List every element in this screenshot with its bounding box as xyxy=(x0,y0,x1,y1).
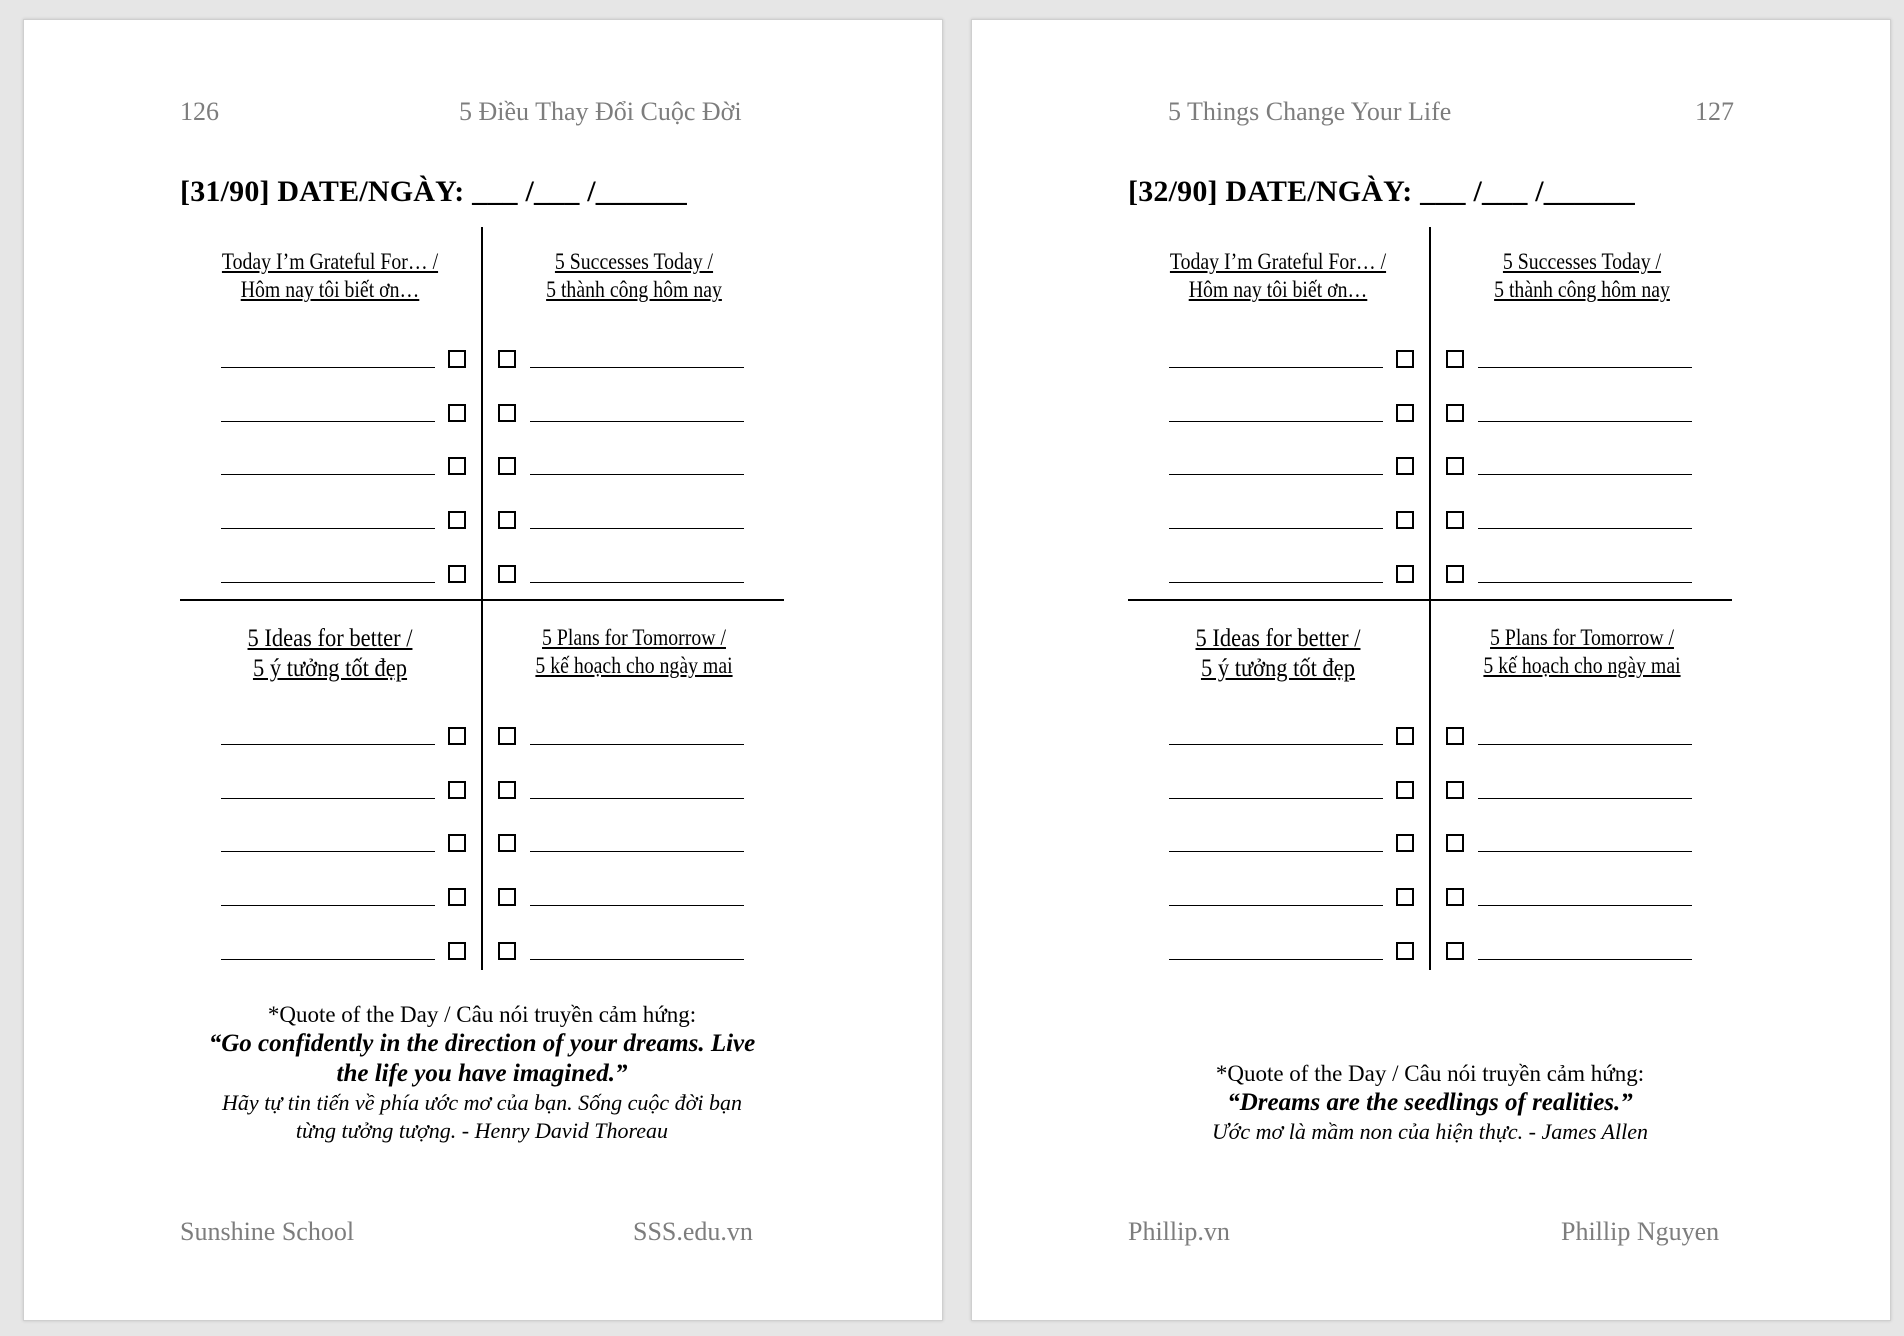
ideas-line-3[interactable] xyxy=(1169,850,1383,852)
success-checkbox-1[interactable] xyxy=(498,350,516,368)
document-page-left xyxy=(23,19,943,1321)
success-checkbox-1[interactable] xyxy=(1446,350,1464,368)
success-checkbox-5[interactable] xyxy=(1446,565,1464,583)
grateful-checkbox-4[interactable] xyxy=(1396,511,1414,529)
ideas-line-4[interactable] xyxy=(221,904,435,906)
ideas-checkbox-1[interactable] xyxy=(448,727,466,745)
success-line-2[interactable] xyxy=(1478,420,1692,422)
plans-checkbox-3[interactable] xyxy=(498,834,516,852)
grateful-checkbox-5[interactable] xyxy=(448,565,466,583)
grateful-line-5[interactable] xyxy=(221,581,435,583)
success-line-4[interactable] xyxy=(1478,527,1692,529)
ideas-line-3[interactable] xyxy=(221,850,435,852)
plans-line-5[interactable] xyxy=(530,958,744,960)
horizontal-divider xyxy=(1128,599,1732,601)
success-checkbox-3[interactable] xyxy=(1446,457,1464,475)
grateful-line-3[interactable] xyxy=(1169,473,1383,475)
plans-line-4[interactable] xyxy=(530,904,744,906)
ideas-line-1[interactable] xyxy=(221,743,435,745)
section-heading-plans: 5 Plans for Tomorrow / 5 kế hoạch cho ngày mai xyxy=(1483,625,1681,678)
grateful-checkbox-3[interactable] xyxy=(448,457,466,475)
ideas-checkbox-2[interactable] xyxy=(1396,781,1414,799)
document-page-right xyxy=(971,19,1891,1321)
grateful-checkbox-1[interactable] xyxy=(448,350,466,368)
success-line-3[interactable] xyxy=(530,473,744,475)
ideas-checkbox-5[interactable] xyxy=(448,942,466,960)
running-header: 5 Things Change Your Life xyxy=(1168,97,1452,126)
footer-right: Phillip Nguyen xyxy=(1561,1217,1720,1246)
success-line-2[interactable] xyxy=(530,420,744,422)
section-heading-grateful: Today I’m Grateful For… / Hôm nay tôi biết ơn… xyxy=(221,249,439,302)
plans-line-3[interactable] xyxy=(530,850,744,852)
grateful-line-3[interactable] xyxy=(221,473,435,475)
section-heading-successes: 5 Successes Today / 5 thành công hôm nay xyxy=(546,249,722,302)
date-title: [32/90] DATE/NGÀY: ___ /___ /______ xyxy=(1128,175,1636,208)
success-line-1[interactable] xyxy=(530,366,744,368)
ideas-checkbox-5[interactable] xyxy=(1396,942,1414,960)
ideas-line-2[interactable] xyxy=(221,797,435,799)
success-checkbox-3[interactable] xyxy=(498,457,516,475)
horizontal-divider xyxy=(180,599,784,601)
grateful-checkbox-2[interactable] xyxy=(1396,404,1414,422)
plans-checkbox-5[interactable] xyxy=(498,942,516,960)
section-heading-ideas: 5 Ideas for better / 5 ý tưởng tốt đẹp xyxy=(247,625,413,682)
ideas-checkbox-4[interactable] xyxy=(1396,888,1414,906)
section-heading-successes: 5 Successes Today / 5 thành công hôm nay xyxy=(1494,249,1670,302)
ideas-checkbox-3[interactable] xyxy=(448,834,466,852)
footer-left: Phillip.vn xyxy=(1128,1217,1230,1246)
quote-vietnamese: Hãy tự tin tiến về phía ước mơ của bạn. Sống cuộc đời bạn từng tưởng tượng. - Henry David Thoreau xyxy=(222,1090,742,1143)
grateful-line-5[interactable] xyxy=(1169,581,1383,583)
plans-line-1[interactable] xyxy=(530,743,744,745)
grateful-line-4[interactable] xyxy=(221,527,435,529)
ideas-checkbox-4[interactable] xyxy=(448,888,466,906)
grateful-line-1[interactable] xyxy=(1169,366,1383,368)
plans-line-3[interactable] xyxy=(1478,850,1692,852)
quote-label: *Quote of the Day / Câu nói truyền cảm hứng: xyxy=(267,1002,697,1027)
running-header: 5 Điều Thay Đổi Cuộc Đời xyxy=(459,97,742,126)
plans-line-2[interactable] xyxy=(1478,797,1692,799)
plans-line-5[interactable] xyxy=(1478,958,1692,960)
grateful-line-1[interactable] xyxy=(221,366,435,368)
plans-line-2[interactable] xyxy=(530,797,744,799)
section-heading-ideas: 5 Ideas for better / 5 ý tưởng tốt đẹp xyxy=(1195,625,1361,682)
ideas-checkbox-3[interactable] xyxy=(1396,834,1414,852)
success-line-3[interactable] xyxy=(1478,473,1692,475)
quote-english: “Go confidently in the direction of your dreams. Live the life you have imagined.” xyxy=(208,1030,756,1087)
plans-checkbox-1[interactable] xyxy=(1446,727,1464,745)
grateful-checkbox-2[interactable] xyxy=(448,404,466,422)
ideas-line-2[interactable] xyxy=(1169,797,1383,799)
ideas-checkbox-1[interactable] xyxy=(1396,727,1414,745)
success-checkbox-5[interactable] xyxy=(498,565,516,583)
quote-block xyxy=(180,1000,784,1145)
success-line-5[interactable] xyxy=(530,581,744,583)
quote-vietnamese: Ước mơ là mầm non của hiện thực. - James Allen xyxy=(1212,1119,1648,1144)
section-heading-grateful: Today I’m Grateful For… / Hôm nay tôi biết ơn… xyxy=(1169,249,1387,302)
success-checkbox-4[interactable] xyxy=(1446,511,1464,529)
page-number: 126 xyxy=(180,97,219,126)
grateful-line-2[interactable] xyxy=(1169,420,1383,422)
grateful-line-4[interactable] xyxy=(1169,527,1383,529)
plans-line-1[interactable] xyxy=(1478,743,1692,745)
success-line-4[interactable] xyxy=(530,527,744,529)
grateful-checkbox-3[interactable] xyxy=(1396,457,1414,475)
plans-checkbox-4[interactable] xyxy=(498,888,516,906)
ideas-line-5[interactable] xyxy=(1169,958,1383,960)
plans-checkbox-2[interactable] xyxy=(498,781,516,799)
success-checkbox-4[interactable] xyxy=(498,511,516,529)
grateful-line-2[interactable] xyxy=(221,420,435,422)
grateful-checkbox-4[interactable] xyxy=(448,511,466,529)
ideas-line-4[interactable] xyxy=(1169,904,1383,906)
date-title: [31/90] DATE/NGÀY: ___ /___ /______ xyxy=(180,175,688,208)
quote-block xyxy=(1128,1059,1732,1146)
section-heading-plans: 5 Plans for Tomorrow / 5 kế hoạch cho ngày mai xyxy=(535,625,733,678)
plans-checkbox-1[interactable] xyxy=(498,727,516,745)
quote-english: “Dreams are the seedlings of realities.” xyxy=(1227,1089,1633,1116)
ideas-line-5[interactable] xyxy=(221,958,435,960)
plans-checkbox-5[interactable] xyxy=(1446,942,1464,960)
grateful-checkbox-1[interactable] xyxy=(1396,350,1414,368)
page-number: 127 xyxy=(1695,97,1734,126)
grateful-checkbox-5[interactable] xyxy=(1396,565,1414,583)
footer-right: SSS.edu.vn xyxy=(633,1217,753,1246)
plans-checkbox-3[interactable] xyxy=(1446,834,1464,852)
success-checkbox-2[interactable] xyxy=(498,404,516,422)
footer-left: Sunshine School xyxy=(180,1217,355,1246)
success-line-1[interactable] xyxy=(1478,366,1692,368)
success-line-5[interactable] xyxy=(1478,581,1692,583)
plans-checkbox-4[interactable] xyxy=(1446,888,1464,906)
quote-label: *Quote of the Day / Câu nói truyền cảm hứng: xyxy=(1215,1061,1645,1086)
plans-line-4[interactable] xyxy=(1478,904,1692,906)
ideas-line-1[interactable] xyxy=(1169,743,1383,745)
ideas-checkbox-2[interactable] xyxy=(448,781,466,799)
success-checkbox-2[interactable] xyxy=(1446,404,1464,422)
plans-checkbox-2[interactable] xyxy=(1446,781,1464,799)
